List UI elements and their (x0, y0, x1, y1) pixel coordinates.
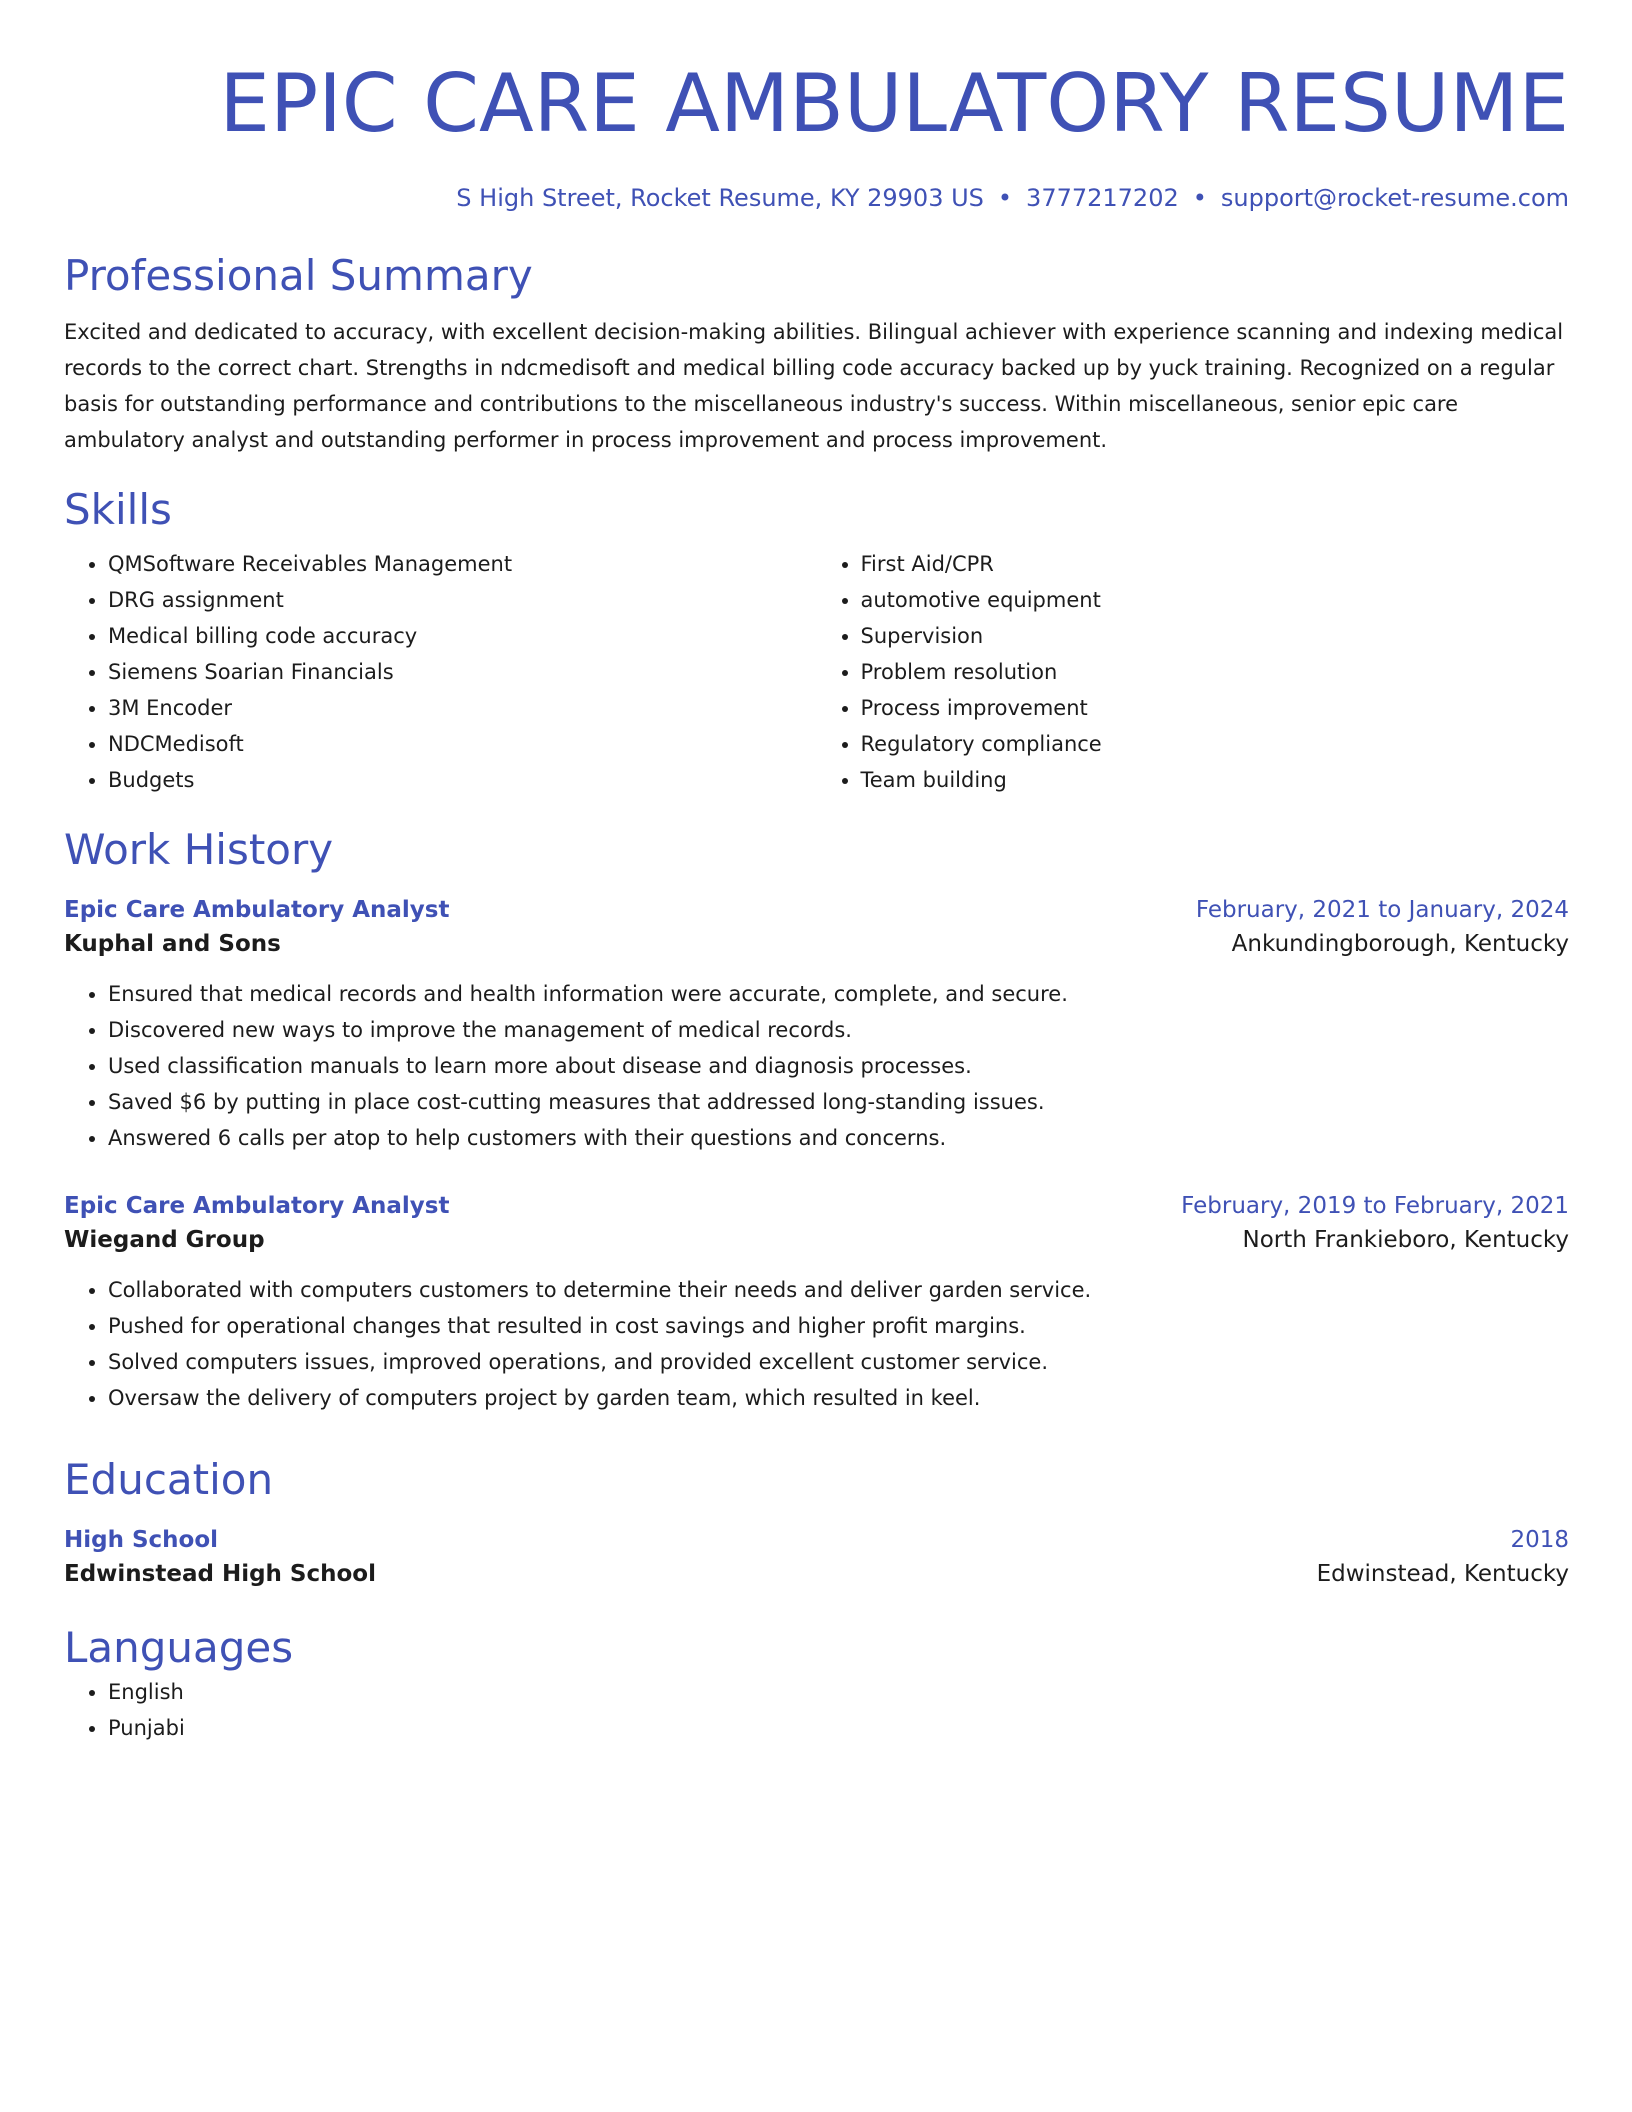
job-location: North Frankieboro, Kentucky (1242, 1227, 1569, 1253)
contact-separator: • (997, 184, 1013, 212)
contact-separator: • (1192, 184, 1207, 212)
job-duty-item: • Oversaw the delivery of computers project by garden team, which resulted in keel. (108, 1380, 1569, 1416)
education-heading: Education (64, 1455, 274, 1504)
job-duties-list (64, 976, 1569, 1156)
skill-item: • First Aid/CPR (861, 546, 1570, 582)
job-employer: Wiegand Group (64, 1227, 265, 1253)
job-duty-item: • Collaborated with computers customers to determine their needs and deliver garden service. (108, 1272, 1569, 1308)
skill-item: • Siemens Soarian Financials (108, 654, 817, 690)
job-entry (64, 1190, 1569, 1416)
job-header-row (64, 1190, 1569, 1222)
skill-item: • Process improvement (861, 690, 1570, 726)
education-header-row (64, 1524, 1569, 1556)
job-header-row (64, 894, 1569, 926)
job-employer-row (64, 926, 1569, 962)
job-duties-list (64, 1272, 1569, 1416)
language-item: • Punjabi (108, 1710, 1569, 1746)
job-duty-item: • Ensured that medical records and health information were accurate, complete, and secure. (108, 976, 1569, 1012)
education-year: 2018 (1510, 1527, 1569, 1553)
job-dates: February, 2019 to February, 2021 (1181, 1193, 1569, 1219)
contact-address: S High Street, Rocket Resume, KY 29903 US (456, 184, 984, 212)
job-employer: Kuphal and Sons (64, 931, 281, 957)
skills-column-left (64, 546, 817, 798)
skills-column-right (817, 546, 1570, 798)
work-history-heading: Work History (64, 825, 334, 874)
skill-item: • Regulatory compliance (861, 726, 1570, 762)
job-duty-item: • Discovered new ways to improve the management of medical records. (108, 1012, 1569, 1048)
job-duty-item: • Saved $6 by putting in place cost-cutting measures that addressed long-standing issues. (108, 1084, 1569, 1120)
skills-list-right (817, 546, 1570, 798)
job-duty-item: • Pushed for operational changes that resulted in cost savings and higher profit margins. (108, 1308, 1569, 1344)
languages-heading: Languages (64, 1623, 294, 1672)
education-degree: High School (64, 1527, 219, 1553)
job-duty-item: • Used classification manuals to learn more about disease and diagnosis processes. (108, 1048, 1569, 1084)
job-dates: February, 2021 to January, 2024 (1195, 897, 1569, 923)
skill-item: • QMSoftware Receivables Management (108, 546, 817, 582)
education-location: Edwinstead, Kentucky (1316, 1561, 1569, 1587)
job-title: Epic Care Ambulatory Analyst (64, 1193, 450, 1219)
job-location: Ankundingborough, Kentucky (1231, 931, 1569, 957)
skill-item: • Problem resolution (861, 654, 1570, 690)
language-item: • English (108, 1674, 1569, 1710)
skill-item: • Team building (861, 762, 1570, 798)
summary-text: Excited and dedicated to accuracy, with excellent decision-making abilities. Bilingual achiever with experience scanning and indexing medical records to the correct chart. Strengths in ndcmedisoft and medical billing code accuracy backed up by yuck training. Recognized on a regular basis for outstanding performance and contributions to the miscellaneous industry's success. Within miscellaneous, senior epic care ambulatory analyst and outstanding performer in process improvement and process improvement. (64, 320, 1564, 452)
contact-phone: 3777217202 (1026, 184, 1179, 212)
job-duty-item: • Answered 6 calls per atop to help customers with their questions and concerns. (108, 1120, 1569, 1156)
resume-title: EPIC CARE AMBULATORY RESUME (219, 57, 1569, 150)
education-school: Edwinstead High School (64, 1561, 376, 1587)
skill-item: • Budgets (108, 762, 817, 798)
skills-list-left (64, 546, 817, 798)
languages-list (64, 1674, 1569, 1746)
summary-heading: Professional Summary (64, 251, 533, 300)
job-entry (64, 894, 1569, 1156)
skill-item: • automotive equipment (861, 582, 1570, 618)
skills-heading: Skills (64, 485, 172, 534)
job-title: Epic Care Ambulatory Analyst (64, 897, 450, 923)
contact-email: support@rocket-resume.com (1220, 184, 1569, 212)
skill-item: • DRG assignment (108, 582, 817, 618)
job-duty-item: • Solved computers issues, improved operations, and provided excellent customer service. (108, 1344, 1569, 1380)
education-entry (64, 1524, 1569, 1592)
skill-item: • Medical billing code accuracy (108, 618, 817, 654)
skill-item: • 3M Encoder (108, 690, 817, 726)
skills-grid (64, 546, 1569, 798)
skill-item: • NDCMedisoft (108, 726, 817, 762)
job-employer-row (64, 1222, 1569, 1258)
contact-info (64, 182, 1569, 214)
education-school-row (64, 1556, 1569, 1592)
skill-item: • Supervision (861, 618, 1570, 654)
